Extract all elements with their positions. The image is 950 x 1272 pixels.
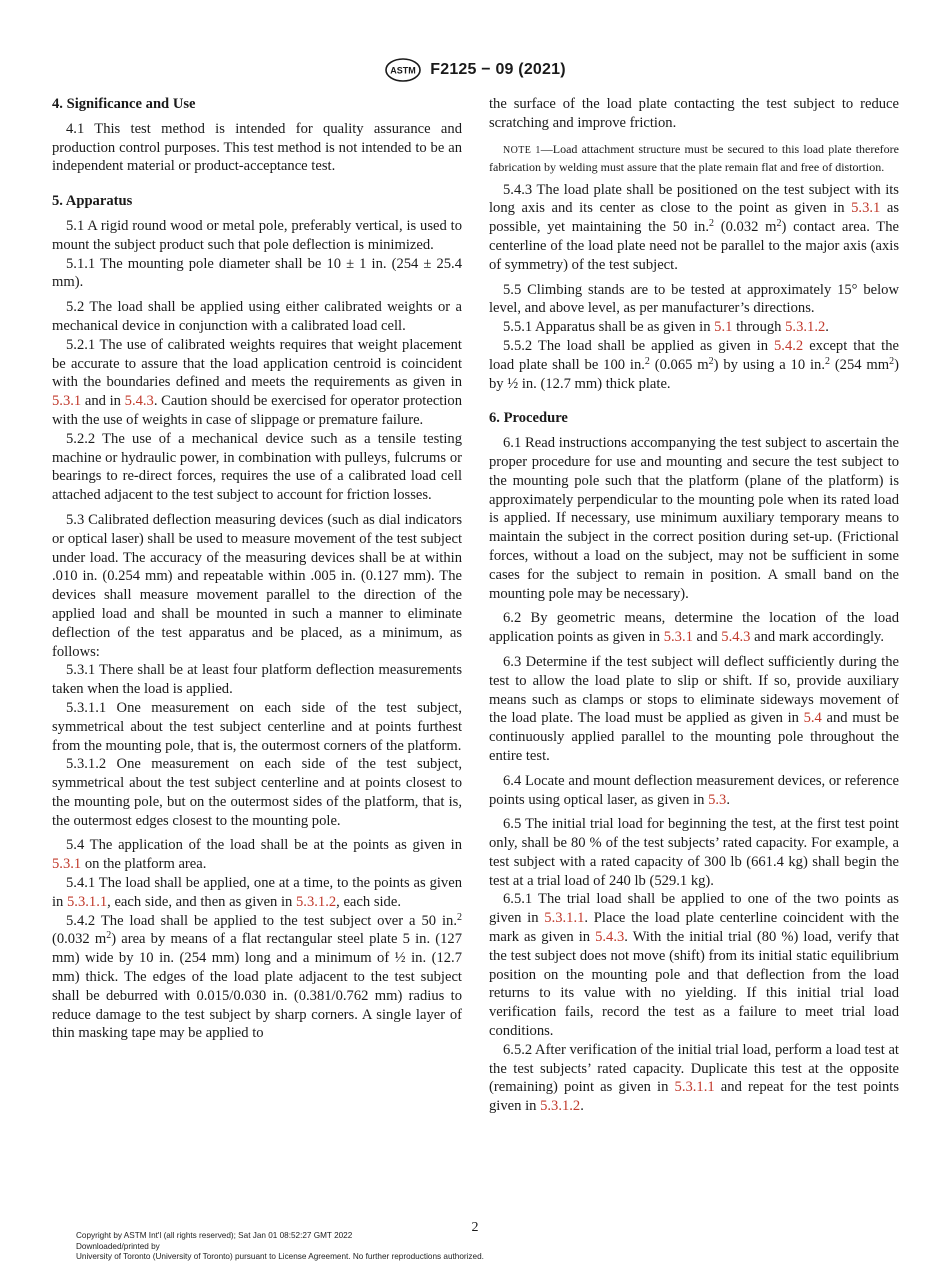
para-6-4: 6.4 Locate and mount deflection measurement devices, or reference points using optical laser, as given in 5.3. — [489, 772, 899, 808]
note-1-text: —Load attachment structure must be secured to this load plate therefore fabrication by welding must assure that the plate remain flat and free of distortion. — [489, 141, 899, 174]
left-column — [52, 95, 462, 1043]
page-header — [0, 58, 950, 82]
para-5-3-1: 5.3.1 There shall be at least four platform deflection measurements taken when the load is applied. — [52, 662, 462, 698]
ref-5-3-1[interactable]: 5.3.1 — [52, 856, 82, 873]
ref-5-4-3[interactable]: 5.4.3 — [721, 629, 751, 646]
para-5-1: 5.1 A rigid round wood or metal pole, preferably vertical, is used to mount the subject product such that pole deflection is minimized. — [52, 217, 462, 253]
para-5-3-1-2: 5.3.1.2 One measurement on each side of the test subject, symmetrical about the test subject centerline and at points closest to the mounting pole, but on the outermost sides of the platform, that is, the outermost edges closest to the mounting pole. — [52, 756, 462, 829]
document-designation: F2125 − 09 (2021) — [430, 61, 566, 78]
footer-line-1: Copyright by ASTM Int'l (all rights reserved); Sat Jan 01 08:52:27 GMT 2022 — [76, 1231, 353, 1240]
para-6-5-2: 6.5.2 After verification of the initial trial load, perform a load test at the test subjects’ rated capacity. Duplicate this test at the opposite (remaining) point as given in 5.3.1.1 and repeat for the test points given in 5.3.1.2. — [489, 1041, 899, 1115]
ref-5-3-1-1[interactable]: 5.3.1.1 — [67, 893, 108, 910]
para-5-4-2-continued: the surface of the load plate contacting the test subject to reduce scratching and improve friction. — [489, 96, 899, 131]
para-5-4-1: 5.4.1 The load shall be applied, one at a time, to the points as given in 5.3.1.1, each side, and then as given in 5.3.1.2, each side. — [52, 875, 462, 910]
note-1-label: NOTE 1 — [503, 144, 541, 156]
ref-5-3-1[interactable]: 5.3.1 — [663, 629, 693, 646]
right-column — [489, 95, 899, 1116]
ref-5-3-1[interactable]: 5.3.1 — [851, 200, 881, 217]
ref-5-4[interactable]: 5.4 — [803, 710, 822, 727]
ref-5-3-1-2[interactable]: 5.3.1.2 — [540, 1098, 581, 1115]
footer-line-2: Downloaded/printed by — [76, 1241, 160, 1251]
copyright-footer — [76, 1231, 484, 1263]
para-5-2-1: 5.2.1 The use of calibrated weights requires that weight placement be accurate to assure that the load application centroid is coincident with the boundaries defined and meets the requirements as given in 5.3.1 and in 5.4.3. Caution should be exercised for operator protection with the use of weights in case of slippage or premature failure. — [52, 336, 462, 428]
para-5-5: 5.5 Climbing stands are to be tested at approximately 15° below level, and above level, as per manufacturer’s directions. — [489, 281, 899, 317]
para-5-4: 5.4 The application of the load shall be at the points as given in 5.3.1 on the platform area. — [52, 837, 462, 873]
ref-5-3[interactable]: 5.3 — [708, 791, 727, 808]
para-6-5-1: 6.5.1 The trial load shall be applied to one of the two points as given in 5.3.1.1. Place the load plate centerline coincident with the mark as given in 5.4.3. With the initial trial (80 %) load, verify that the test subject does not move (shift) from its initial static equilibrium position on the mounting pole and that deflection from the load returns to its value with no yielding. If this initial trial load verification fails, record the test as a failure to meet trial load conditions. — [489, 891, 899, 1040]
ref-5-4-3[interactable]: 5.4.3 — [595, 929, 625, 946]
page-number: 2 — [471, 1220, 479, 1235]
para-5-2-2: 5.2.2 The use of a mechanical device such as a tensile testing machine or hydraulic power, in combination with pulleys, fulcrums or bearings to re-direct forces, requires the use of a calibrated load cell attached adjacent to the test subject to account for friction losses. — [52, 430, 462, 504]
ref-5-3-1-2[interactable]: 5.3.1.2 — [296, 893, 337, 910]
ref-5-3-1-1[interactable]: 5.3.1.1 — [544, 910, 585, 927]
para-5-4-3: 5.4.3 The load plate shall be positioned on the test subject with its long axis and its center as close to the point as given in 5.3.1 as possible, yet maintaining the 50 in.$^2$ (0.032 $m^2$) contact area. The centerline of the load plate need not be parallel to the major axis (axis of symmetry) of the test subject. — [489, 181, 900, 273]
para-5-2: 5.2 The load shall be applied using either calibrated weights or a mechanical device in conjunction with a calibrated load cell. — [52, 299, 462, 334]
para-5-3: 5.3 Calibrated deflection measuring devices (such as dial indicators or optical laser) shall be used to measure movement of the test subject under load. The accuracy of the measuring devices shall be at within .010 in. (0.254 mm) and repeatable within .005 in. (0.127 mm). The devices shall measure movement parallel to the direction of the applied load and shall be mounted in such a manner to eliminate deflection of the test apparatus and be placed, as a minimum, as follows: — [52, 511, 462, 660]
para-6-3: 6.3 Determine if the test subject will deflect sufficiently during the test to allow the load plate to slip or shift. If so, provide auxiliary means such as clamps or stops to eliminate sideways movement of the load plate. The load must be applied as given in 5.4 and must be continuously applied parallel to the mounting pole throughout the entire test. — [489, 653, 899, 764]
para-5-5-2: 5.5.2 The load shall be applied as given in 5.4.2 except that the load plate shall be 100 in.$^2$ (0.065 $m^2$) by using a 10 in.$^2$ (254 $mm^2$) by ½ in. (12.7 mm) thick plate. — [489, 337, 899, 392]
ref-5-4-3[interactable]: 5.4.3 — [124, 393, 154, 410]
para-5-5-1: 5.5.1 Apparatus shall be as given in 5.1 through 5.3.1.2. — [503, 319, 829, 336]
para-6-5: 6.5 The initial trial load for beginning the test, at the first test point only, shall be 80 % of the test subjects’ rated capacity. For example, a test subject with a rated capacity of 300 lb (661.4 kg) shall begin the test at a trial load of 240 lb (529.1 kg). — [489, 816, 899, 889]
ref-5-1[interactable]: 5.1 — [714, 319, 733, 336]
para-5-1-1: 5.1.1 The mounting pole diameter shall be 10 ± 1 in. (254 ± 25.4 mm). — [52, 255, 462, 291]
ref-5-3-1-2[interactable]: 5.3.1.2 — [785, 319, 826, 336]
para-5-4-2: 5.4.2 The load shall be applied to the test subject over a 50 in.$^2$ (0.032 $m^2$) area by means of a flat rectangular steel plate 5 in. (127 mm) wide by 10 in. (254 mm) long and a minimum of ½ in. (12.7 mm) thick. The edges of the load plate adjacent to the test subject shall be deburred with 0.015/0.030 in. (0.381/0.762 mm) radius to reduce damage to the test subject by sharp corners. A single layer of thin masking tape may be applied to — [52, 911, 463, 1042]
para-6-2: 6.2 By geometric means, determine the location of the load application points as given in 5.3.1 and 5.4.3 and mark accordingly. — [489, 610, 899, 646]
note-1 — [489, 141, 899, 175]
ref-5-4-2[interactable]: 5.4.2 — [774, 337, 804, 354]
para-4-1: 4.1 This test method is intended for quality assurance and production control purposes. This test method is not intended to be an independent material or product-acceptance test. — [52, 120, 462, 175]
footer-line-3: University of Toronto (University of Toronto) pursuant to License Agreement. No further reproductions authorized. — [76, 1252, 484, 1262]
ref-5-3-1[interactable]: 5.3.1 — [52, 393, 82, 410]
astm-logo-text: ASTM — [390, 65, 416, 76]
para-6-1: 6.1 Read instructions accompanying the test subject to ascertain the proper procedure for use and mounting and secure the test subject to the mounting pole such that the platform (plane of the platform) is approximately perpendicular to the mounting pole when its rated load is applied. If necessary, use minimum auxiliary temporary means to maintain the subject in the correct position during set-up. (Frictional forces, without a load on the subject, may not be sufficient in some cases for the subject to remain in position. A small band on the mounting pole may be necessary). — [489, 435, 899, 602]
section-4-heading: 4. Significance and Use — [52, 96, 196, 112]
astm-logo-icon — [384, 58, 422, 82]
para-5-3-1-1: 5.3.1.1 One measurement on each side of the test subject, symmetrical about the test subject centerline and at points furthest from the mounting pole, that is, the outermost corners of the platform. — [52, 699, 462, 754]
section-5-heading: 5. Apparatus — [52, 193, 133, 210]
section-6-heading: 6. Procedure — [489, 410, 568, 427]
ref-5-3-1-1[interactable]: 5.3.1.1 — [674, 1079, 715, 1096]
